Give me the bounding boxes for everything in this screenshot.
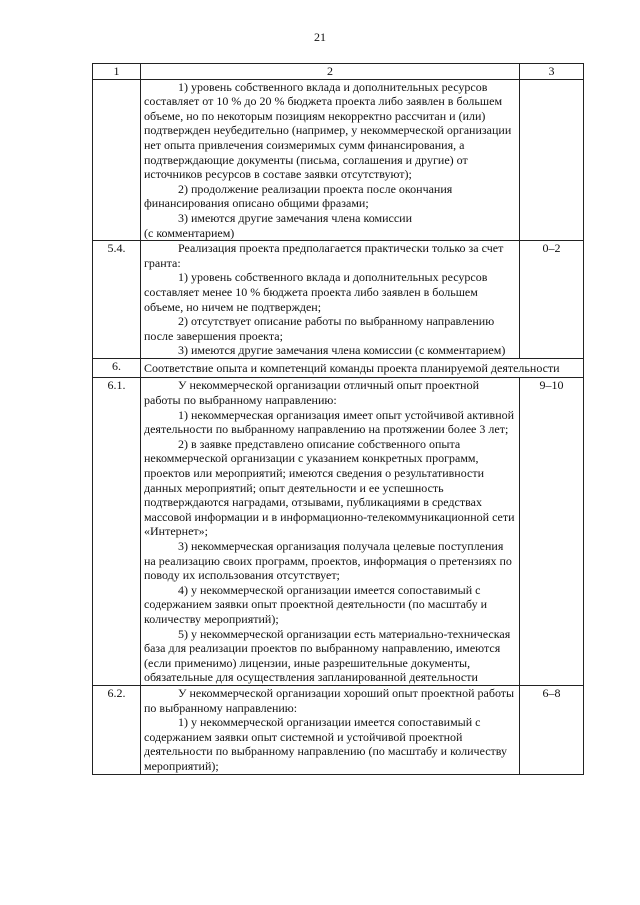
row-score: 0–2 <box>520 241 584 359</box>
row-description <box>141 79 520 241</box>
row-paragraph: Реализация проекта предполагается практически только за счет гранта: <box>144 241 504 270</box>
row-score <box>520 79 584 241</box>
table-row-6-2 <box>93 685 584 774</box>
row-number: 5.4. <box>93 241 141 359</box>
page-number: 21 <box>314 30 326 44</box>
row-paragraph: 2) отсутствует описание работы по выбранному направлению после завершения проекта; <box>144 314 495 343</box>
row-number: 6. <box>93 358 141 378</box>
header-col-2: 2 <box>141 64 520 80</box>
row-paragraph: 3) имеются другие замечания члена комиссии (с комментарием) <box>178 343 506 358</box>
row-score: 6–8 <box>520 685 584 774</box>
section-title: Соответствие опыта и компетенций команды проекта планируемой деятельности <box>141 358 584 378</box>
row-paragraph: 2) продолжение реализации проекта после окончания финансирования описано общими фразами; <box>144 181 453 211</box>
row-paragraph: 1) уровень собственного вклада и дополнительных ресурсов составляет от 10 % до 20 % бюджета проекта либо заявлен в большем объеме, но по некоторым позициям некорректно рассчитан и (или) подтвержден неубедительно (например, у некоммерческой организации нет опыта привлечения соизмеримых сумм финансирования, а подтверждающие документы (письма, соглашения и другие) от источников ресурсов в составе заявки отсутствуют); <box>144 79 512 182</box>
row-paragraph: 5) у некоммерческой организации есть материально-техническая база для реализации проектов по выбранному направлению, имеются (если применимо) лицензии, иные разрешительные документы, обязательные для осуществления запланированной деятельности <box>144 626 511 685</box>
row-paragraph: 2) в заявке представлено описание собственного опыта некоммерческой организации с указанием конкретных программ, проектов или мероприятий; имеются сведения о результативности данных мероприятий; опыт деятельности и ее успешность подтверждаются наградами, отзывами, публикациями в средствах массовой информации и в информационно-телекоммуникационной сети «Интернет»; <box>144 436 515 539</box>
row-number: 6.2. <box>93 685 141 774</box>
row-paragraph: (с комментарием) <box>144 225 235 240</box>
header-col-3: 3 <box>520 64 584 80</box>
row-paragraph: 4) у некоммерческой организации имеется сопоставимый с содержанием заявки опыт проектной деятельности (по масштабу и количеству мероприятий); <box>144 582 487 626</box>
row-paragraph: 1) у некоммерческой организации имеется сопоставимый с содержанием заявки опыт системной и устойчивой проектной деятельности по выбранному направлению (по масштабу и количеству мероприятий); <box>144 715 508 773</box>
criteria-table <box>92 63 584 775</box>
row-score: 9–10 <box>520 378 584 685</box>
row-paragraph: 3) имеются другие замечания члена комиссии <box>178 210 413 225</box>
table-row-6 <box>93 358 584 378</box>
row-paragraph: 3) некоммерческая организация получала целевые поступления на реализацию своих программ, проектов, информация о претензиях по поводу их использования отсутствует; <box>144 539 512 583</box>
row-number: 6.1. <box>93 378 141 685</box>
row-description <box>141 241 520 359</box>
row-paragraph: У некоммерческой организации хороший опыт проектной работы по выбранному направлению: <box>144 685 515 715</box>
table-row-continued <box>93 79 584 241</box>
row-paragraph: 1) некоммерческая организация имеет опыт устойчивой активной деятельности по выбранному направлению на протяжении более 3 лет; <box>144 407 515 437</box>
row-description <box>141 378 520 685</box>
row-paragraph: 1) уровень собственного вклада и дополнительных ресурсов составляет менее 10 % бюджета проекта либо заявлен в большем объеме, но ничем не подтвержден; <box>144 270 488 314</box>
header-col-1: 1 <box>93 64 141 80</box>
table-row-6-1 <box>93 378 584 685</box>
row-paragraph: У некоммерческой организации отличный опыт проектной работы по выбранному направлению: <box>144 378 480 408</box>
table-header-row <box>93 64 584 80</box>
table-row-5-4 <box>93 241 584 359</box>
row-description <box>141 685 520 774</box>
row-number <box>93 79 141 241</box>
